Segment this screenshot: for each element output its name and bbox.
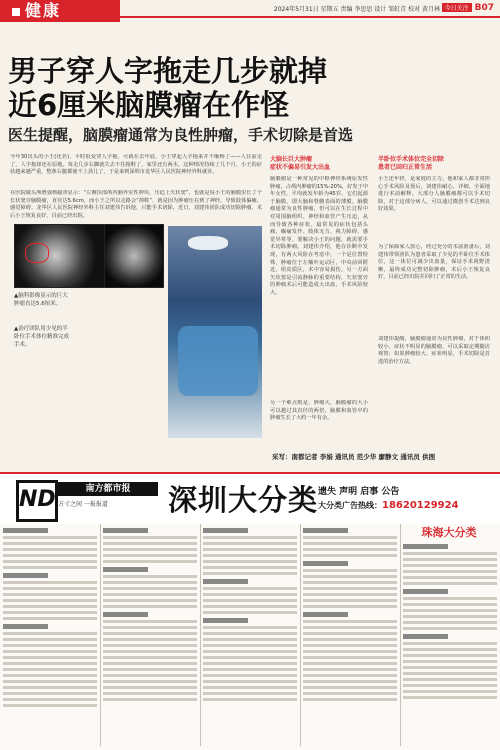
- caption-surgery: ▲治疗团队用少见的半卧位手术体位精准完成手术。: [14, 326, 70, 348]
- column2-title: [270, 156, 370, 172]
- headline: [8, 54, 488, 122]
- classified-banner: [0, 472, 500, 524]
- headline-line-1: 男子穿人字拖走几步就掉: [8, 54, 328, 88]
- paper-name: 南方都市报: [58, 482, 158, 496]
- headline-line-2: 近6厘米脑膜瘤在作怪: [8, 88, 290, 122]
- classified-title: 深圳大分类: [168, 483, 319, 517]
- page-number-label: B07: [474, 3, 494, 13]
- caption-mri: ▲脑科影像显示的巨大肿瘤直达5.6厘米。: [14, 293, 68, 307]
- header-rule: [120, 16, 500, 18]
- tumor-outline-icon: [25, 243, 49, 263]
- column2-title-line-1: 大脑长巨大肿瘤: [270, 156, 313, 163]
- newspaper-logo: ND: [16, 480, 58, 522]
- notice-types: 遗失 声明 启事 公告: [318, 487, 400, 497]
- hotline-label: 大分类广告热线：: [318, 501, 382, 510]
- column2-title-line-2: 症状不偏易引发大出血: [270, 164, 331, 171]
- mri-scan-image: [14, 224, 106, 288]
- classified-column: [300, 524, 401, 746]
- byline: 采写：南都记者 李娟 通讯员 范少华 廖静文 通讯员 供图: [272, 453, 436, 461]
- subheadline: 医生提醒，脑膜瘤通常为良性肿瘤，手术切除是首选: [8, 126, 354, 144]
- paper-slogan: 方寸之间 一报报道: [58, 501, 108, 508]
- section-label: 健康: [25, 1, 62, 20]
- classified-column: [200, 524, 301, 746]
- square-icon: [12, 8, 20, 16]
- column3-title: [378, 156, 488, 172]
- column2-text-2: 另一个难点则是，肿瘤大，脑膜瘤的大小可以越过其直径的两倍，脑膜和血管中的肿瘤生长了大约一年有余。: [270, 400, 368, 422]
- section-tab: [0, 0, 120, 22]
- mri-scan-image-2: [104, 224, 164, 288]
- page-number: [442, 3, 494, 13]
- surgical-drape: [178, 326, 258, 396]
- column2-text: 脑膜瘤是一种常见的中枢神经系统原发性肿瘤，占颅内肿瘤的15%-20%，好发于中年女性，平均就发年龄为45岁。它们起源于脑膜，即大脑和脊髓表面的薄膜。脑膜瘤通常为良性肿瘤，但可以在生长过程中对周围脑组织、神经和血管产生压迫，从而导致各种症状。最常见的症状包括头痛、癫痫发作、肢体无力、视力障碍、感觉异常等。要解决小王的问题，就需要手术切除肿瘤。刘建伟介绍，他在诊断中发现，有两大风险在考虑中，一个是位置特殊，肿瘤位于左额叶运动区，中央前回附近，组皮质区，术中容易损伤。另一方面矢状窦是引流静脉的重要结构，矢状窦旁的肿瘤术后可能造成大出血，手术风险较大。: [270, 176, 368, 296]
- intro-paragraph-2: 在医院做头颅增强核磁查显示：“左侧顶部颅内脑外实性肿块，压迫上矢状窦”，也就是说小王的脑膜里长了个长状窦旁脑膜瘤，直径达5.6cm，而小王之所以走路会“掉鞋”，就是因为肿瘤压在到了神经，导致肢体偏瘫。感觉障碍。龙华区人民医院神经外科主任刘建伟告诉他，只能手术切除，近日，刘建伟团队成功切除肿瘤，术后小王恢复良好，目前已经出院。: [10, 190, 262, 219]
- ad-hotline: [318, 500, 459, 511]
- surgical-light-icon: [188, 236, 228, 250]
- intro-paragraph: 今年30出头的小王(化名)，平时很爱穿人字拖，可就在去年底，小王穿起人字拖来并不顺畅了——人往前走了，人字拖却还在原地。每走几步右脚就失去不住拖鞋了，家里还有两木，这种情况持续了几个月，小王的症状越来越严重，整条右腿都使不上劲儿了，于是来到深圳市龙华区人民医院神经外科就诊。: [10, 154, 262, 176]
- classified-column: [400, 524, 500, 746]
- hotline-number: 18620129924: [382, 500, 459, 511]
- column3-text-2: 为了保障家人放心，经过充分的术前准备后，刘建伟带领团队为患者采取了少见的半卧位手术体位，这一体位可减少出血量，保证手术视野清晰，最终成功完整切除肿瘤，术后小王恢复良好，目前已经出院并回归了正常的生活。: [378, 244, 490, 281]
- classified-column: [0, 524, 101, 746]
- dateline: 2024年5月31日 星期五 责编 李思思 设计 邹虹青 校对 黄月林: [273, 6, 440, 13]
- classified-grid: [0, 524, 500, 750]
- column3-text: 小王还年轻，是家庭的主力，他和家人都非常担心手术风险及预后，刘建伟耐心、详细、全面地进行术前解释。大部分人脑膜瘤都可以手术切除，对于这部分病人，可以通过微创手术达到良好效果。: [378, 176, 490, 213]
- surgery-photo: [168, 226, 262, 438]
- region-heading: 珠海大分类: [402, 526, 496, 540]
- classified-column: [100, 524, 201, 746]
- column3-text-3: 刘建伟提醒，脑膜瘤通常为良性肿瘤，对于体积较小、症状不明显的脑膜瘤，可以采取定期随访观察；如果肿瘤较大、症状明显，手术切除是首选的治疗方法。: [378, 336, 490, 365]
- page-badge: 今日关注: [442, 3, 472, 12]
- column3-title-line-1: 半卧位手术体位完全切除: [378, 156, 445, 163]
- column3-title-line-2: 患者已回归正常生活: [378, 164, 433, 171]
- page-header: [0, 0, 500, 22]
